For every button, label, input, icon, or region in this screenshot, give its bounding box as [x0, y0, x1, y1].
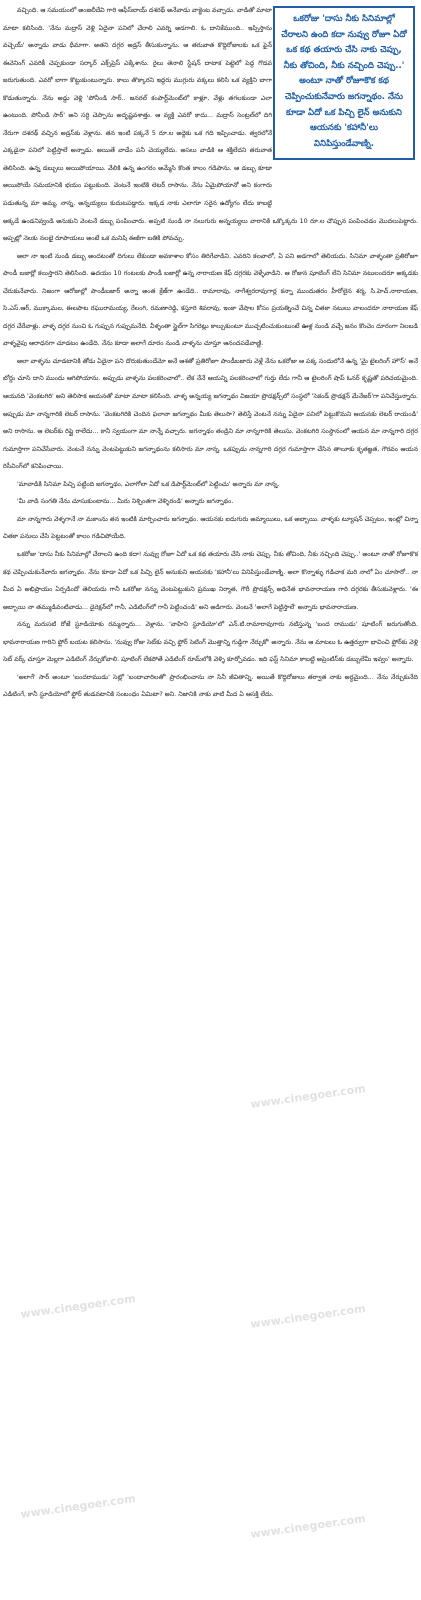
- watermark: www.cinegoer.com: [249, 1511, 367, 1542]
- article-paragraph: వచ్చింది. ఆ సమయంలో అంజలీదేవి గారి ఆఫీస్‌బాయ్ దశరథ్ అనేవాడు వాక్జెంట వచ్చాడు. వాడితో మాటా మాటా కలిసింది. 'నేను మద్రాస్ వెళ్లి ఏదైనా పనిలో చేరాలి ఎవర్ని అడగాలి. ఓ దానికేముంది.. ఇప్పిస్తాను వచ్చెయ్' అన్నాడు వాడు ధీమాగా. అతని దగ్గర అడ్రస్ తీసుకున్నాను. ఆ తరువాత కొద్దిరోజులకు ఒక ఫైన్ ఈవెనింగ్ ఎవరికీ చెప్పకుండా సర్కార్ ఎక్స్‌ప్రెస్ ఎక్కేశాను. రైలు తెనాలి స్టేషన్ దాటాక పెట్టెలో పెద్ద గొడవ జరుగుతుంది. ఎవరో బాగా కొట్టుకుంటున్నారు. కాలు తొక్కారని ఇద్దరు ముగ్గురు వక్కలు కలిసి ఒక వ్యక్తిని బాగా కొడుతున్నారు. నేను అడ్డు వెళ్లి 'పోనీండి సార్.. జనరల్ కంపార్ట్‌మెంట్‌లో కాళ్లూ, వేళ్లు తగలకుండా ఎలా ఉంటుంది. పోనీండి సార్' అని సర్ది చెప్పాను అదృష్టవశాత్తు. ఆ వ్యక్తి ఎవరో కాదు... మద్రాస్ సెంట్రల్‌లో దిగి నేరుగా దశరథ్ వచ్చిన అడ్రస్‌కు వెళ్లాను. తన ఇంటి పక్కనే 5 రూ.ల అద్దెకు ఒక గది ఇప్పించాడు. త్వరలోనే ఎక్కడైనా పనిలో పెట్టిస్తాలే అన్నాడు. అయితే వాడేం పనీ చెయ్యలేదు. అసలు వాడికి ఆ శక్తిలేదని తరువాత తెలిసింది. ఉన్న డబ్బులు అయిపోయాయి. వేలికి ఉన్న ఉంగరం అమ్మేసి కొంత కాలం గడిపాను. ఆ డబ్బు కూడా అయిపోయే సమయానికి భయం పట్టుకుంది. వెంటనే ఇంటికి లెటర్ రాసాను. నేను ఏమైపోయానో అని కంగారు పడుతున్న మా అమ్మ, నాన్న, అన్నయ్యలు కుదుటపడ్డారు. ఇక్కడ నాకు ఎలాగూ సరైన ఉద్యోగం లేదు కాబట్టి అక్కడే ఉండనివ్వండి అనుకుని వెంటనే డబ్బు పంపించారు. అప్పటి నుండి నా నలుగురు అన్నయ్యలు వారానికి ఒక్కొక్కరు 10 రూ.ల చొప్పున పంపించడం మొదలుపెట్టారు. అప్పట్లో నెలకు నలభై రూపాయలు అంటే ఒక మనిషి ఈజీగా బతికి పోవచ్చు.: [3, 7, 418, 243]
- article-paragraph: 'అలాగే' సార్ అంటూ 'బందరాముడు' సెట్లో 'బందాచారిలతో' ప్రారంభించాను నా సినీ జీవితాన్ని. అయితే కొద్దిరోజులు తర్వాత నాకు అర్ధమైంది... నేను నేర్చుకునేది ఎడిటింగే, కానీ స్టూడియోలో ఫ్లోర్ తుడవటానికి సంబంధం ఏమిటా? అని. నిజానికి నాకు వాటి మీద ఏ ఆసక్తి లేదు.: [3, 673, 418, 699]
- article-paragraph: 'మీ వాడి సంగతి నేను చూసుకుంటాను... మీరు నిశ్చింతగా వెళ్ళిరండి' అన్నారు జగన్నాథం.: [17, 498, 234, 506]
- pull-quote-box: [273, 6, 415, 160]
- article-paragraph: అలా వాళ్ళను చూడటానికి తోడు ఏదైనా పని దొరుకుతుందేమో అనే ఆశతో ప్రతిరోజూ పాండీబజారు వెళ్లే నేను ఒకరోజు ఆ పక్క సందులోనే ఉన్న 'మై టైలరింగ్ హౌస్' అనే బోర్డు చూసి దాని ముందు ఆగిపోయాను. అప్పుడు వాళ్ళను పలకరించాలో.. లేక నేనే ఆయన్ని పలకరించాలో గుర్తు లేదు గానీ ఆ టైలరింగ్ షాప్ ఓనర్ కృష్ణతో పరిచయమైంది. ఆయనది 'వెంకటగిరి' అని తెలిసాక ఆయనతో మాటా మాటా కలిసింది. వాళ్ళ అన్నయ్య జగన్నాథం విజయా ప్రొడక్షన్స్‌లో సంస్థలో 'సెకండ్ ప్రొడక్షన్ మేనేజర్'గా పనిచేస్తున్నారు. అప్పుడు మా నాన్నగారికి లెటర్ రాసాను. 'వెంకటగిరికి చెందిన ఫలానా జగన్నాథం మీకు తెలుసా? తెలిస్తే వెంటనే నన్ను ఏదైనా పనిలో పెట్టుకొమని ఆయనకు లెటర్ రాయండి' అని రాసాను. ఆ లెటర్‌కు రిప్లై రాలేదు... కానీ స్వయంగా మా నాన్నే వచ్చారు. జగన్నాథం తండ్రిని మా నాన్నగారికి తెలుసు. వెంకటగిరి సంస్థానంలో ఆయన మా నాన్నగారి దగ్గర గుమాస్తాగా పనిచేసేవారు. వెంటనే నన్ను వెంటపెట్టుకుని జగన్నాథంను కలిసారు మా నాన్న. ఒకప్పుడు నాన్నగారి దగ్గర గుమాస్తాగా చేసిన తాలూకు కృతజ్ఞత, గౌరవం ఆయన రిసీవింగ్‌లో కనిపించాయి.: [3, 357, 418, 471]
- watermark: www.cinegoer.com: [19, 1291, 137, 1322]
- watermark: www.cinegoer.com: [19, 1491, 137, 1522]
- article-paragraph: ఒకరోజు 'దాసు నీకు సినిమాల్లో చేరాలని ఉంది కదా! నువ్వు రోజూ ఏదో ఒక కథ తయారు చేసి నాకు చెప్పు. నీకు తోచింది, నీకు నచ్చింది చెప్పు..' అంటూ నాతో రోజూకొక కథ చెప్పించుకునేవారు జగన్నాథం. నేను కూడా ఏదో ఒక పిచ్చి లైన్ అనుకుని ఆయనకు 'కహానీ'లు వినిపిస్తుండేవాణ్ని. అలా కొన్నాళ్ళు గడిచాక మరి నాలో ఏం చూసారో.. నా మీద ఏ అభిప్రాయం ఏర్పడిందో తెలియదు గానీ ఒకరోజు నన్ను వెంటపెట్టుకుని ప్రముఖ నిర్మాత, గౌరీ ప్రొడక్షన్స్ అధినేత భావనారాయణ గారి దగ్గరకు తీసుకువెళ్లారు. 'ఈ అబ్బాయి నా తమ్ముడివంటివాడు... డైరెక్షన్‌లో గానీ, ఎడిటింగ్‌లో గానీ పెట్టించండి' అని అడిగారు. వెంటనే 'అలాగే పెట్టిస్తాలే' అన్నారు భావనారాయణ.: [3, 550, 418, 611]
- article: [3, 2, 418, 704]
- pull-quote-text: ఒకరోజు 'దాసు నీకు సినిమాల్లో చేరాలని ఉంది కదా నువ్వు రోజూ ఏదో ఒక కథ తయారు చేసి నాకు చెప్పు, నీకు తోచింది, నీకు నచ్చింది చెప్పు..' అంటూ నాతో రోజూకొక కథ చెప్పించుకునేవారు జగన్నాథం. నేను కూడా ఏదో ఒక పిచ్చి లైన్ అనుకుని ఆయనకు 'కహానీ'లు వినిపిస్తుండేవాణ్ని.: [281, 14, 407, 149]
- article-paragraph: మా నాన్నగారు వెళ్ళగానే నా మకాంను తన ఇంటికి మార్పించారు జగన్నాథం. ఆయనకు ఐదుగురు అమ్మాయిలు, ఒక అబ్బాయి. వాళ్ళకు ట్యూషన్ చెప్పటం, ఇంట్లో చిన్నా చితకా పనులు చేసి పెట్టటంతో కాలం గడిచిపోయేది.: [3, 515, 418, 541]
- article-paragraph: అలా నా ఇంటి నుండి డబ్బు అందటంతో దిగులు లేకుండా అవకాశాల కోసం తిరిగేవాడిని. ఎవరిని కలవాలో, ఏ పని అడగాలో తెలియదు. సినిమా వాళ్ళంతా ప్రతిరోజూ పాండీ బజార్లో కలుస్తారని తెలిసింది. ఉదయం 10 గంటలకు పాండీ బజార్లో ఉన్న నారాయణ కేఫ్ దగ్గరకు వెళ్ళేవాడిని. ఆ రోజున షూటింగ్ లేని సినిమా నటులందరూ అక్కడకు చేరుకునేవారు. నిజంగా ఆరోజుల్లో పాండీబజార్ అన్నా అంత క్రేజ్‌గా ఉండేది.. రామారావు, నాగేశ్వరరావుగార్ల కన్నా ముందుతరం హీరోలైన శర్మ, సి.హెచ్.నారాయణ, సి.ఎస్.ఆర్, ముక్కామల, ఈలపాట రఘురామయ్య, రేలంగి, రమణారెడ్డి, కస్తూరి శివరావు, ఇంకా వేషాల కోసం ప్రయత్నించే చిన్న చితకా నటులు వాలందరూ నారాయణ కేఫ్ దగ్గర చేరేవాళ్లు. వాళ్ళ దగ్గర నుంచి ఓ గుప్పున గుప్పుమనేది. వీళ్ళంతా స్టైల్‌గా సిగరెట్లు కాల్చుకుంటూ ముచ్చటించుకుంటుంటే ఊళ్ల నుండి వచ్చే జనం కొంచెం దూరంగా నిలబడి వాళ్ళవైపు ఆరాధనగా చూడటం ఉండేది. నేను కూడా అలాగే దూరం నుండి వాళ్ళను చూస్తూ ఆనందపడేవాణ్ణి.: [3, 252, 418, 348]
- watermark: www.cinegoer.com: [249, 1301, 367, 1332]
- article-paragraph: నన్ను మరుసటి రోజే స్టూడియోకు రమ్మన్నారు... వెళ్లాను. 'వాహిని స్టూడియో'లో ఎన్.టి.రామారావుగారు నటిస్తున్న 'బంద రాముడు' షూటింగ్ జరుగుతోంది. భావనారాయణ గారిని ఫ్లోర్ బయట కలిసాను. 'నువ్వు రోజు సెట్‌కు వచ్చి ఫ్లోర్ సెటింగ్ మొత్తాన్ని గుడ్డిగా నేర్చుకో' అన్నారు. నేను ఆ మాటలు ఓ ఉత్తర్వుగా భావించి ఫ్లోర్‌కు వెళ్లి సెట్ వర్క్ చూస్తూ మెల్లగా ఎడిటింగ్ నేర్చుకోవాలి. షూటింగ్ లేకపోతే ఎడిటింగ్ రూమ్‌లోకి వెళ్ళి కూర్చోవడం. ఇది ఫస్ట్ సినిమా కాబట్టి అప్రెంటిస్‌కు డబ్బులేమీ ఇవ్వం' అన్నారు.: [3, 621, 418, 664]
- article-paragraph: 'మావాడికి సినిమా పిచ్చి పట్టింది జగన్నాథం, ఎలాగోలా ఏదో ఒక డిపార్ట్‌మెంట్‌లో పెట్టించు' అన్నారు మా నాన్న.: [17, 480, 280, 488]
- watermark: www.cinegoer.com: [249, 1081, 367, 1112]
